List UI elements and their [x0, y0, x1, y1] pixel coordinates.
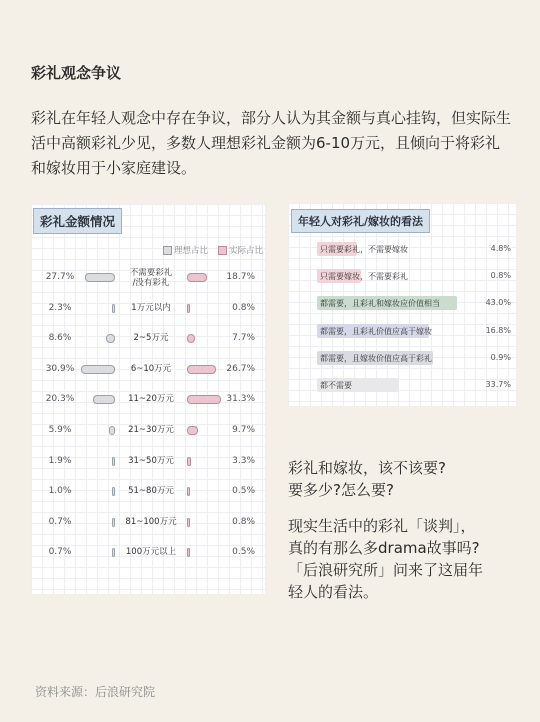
- category-label: 1万元以内: [131, 302, 171, 313]
- actual-bar: [187, 487, 190, 496]
- view-label: 都需要，且彩礼价值应高于嫁妆: [320, 326, 432, 336]
- actual-bar: [187, 426, 198, 435]
- question-line-2: 要多少?怎么要?: [288, 481, 394, 499]
- view-value: 0.8%: [490, 271, 511, 281]
- legend-actual: 实际占比: [218, 244, 263, 256]
- body-line-4: 轻人的看法。: [288, 583, 379, 601]
- ideal-bar: [112, 548, 115, 557]
- view-value: 43.0%: [485, 298, 511, 308]
- actual-value-label: 26.7%: [226, 363, 255, 374]
- amount-chart-title: 彩礼金额情况: [33, 208, 122, 234]
- actual-value-label: 9.7%: [232, 425, 255, 435]
- question-line-1: 彩礼和嫁妆，该不该要?: [288, 459, 446, 477]
- view-row: [312, 296, 512, 310]
- actual-value-label: 0.5%: [232, 486, 255, 497]
- ideal-bar: [93, 395, 115, 404]
- ideal-value-label: 0.7%: [48, 547, 72, 558]
- actual-bar: [187, 304, 190, 313]
- ideal-value-label: 8.6%: [48, 333, 72, 344]
- amount-row: [31, 299, 265, 319]
- amount-row: [31, 482, 265, 502]
- view-row: [312, 242, 512, 256]
- ideal-bar: [81, 365, 115, 374]
- ideal-bar: [109, 426, 115, 435]
- actual-value-label: 7.7%: [232, 333, 255, 344]
- amount-chart-card: [31, 204, 265, 594]
- view-value: 0.9%: [490, 352, 511, 362]
- view-row: [312, 269, 512, 283]
- ideal-value-label: 5.9%: [48, 425, 72, 435]
- section-heading: 彩礼观念争议: [31, 64, 122, 82]
- actual-bar: [187, 334, 195, 343]
- category-label: 11~20万元: [128, 394, 174, 405]
- actual-value-label: 18.7%: [226, 272, 255, 282]
- actual-bar: [187, 365, 216, 374]
- actual-bar: [187, 457, 191, 466]
- ideal-bar: [85, 273, 115, 282]
- actual-bar: [187, 273, 207, 282]
- category-label: 100万元以上: [125, 547, 177, 558]
- views-chart-title: 年轻人对彩礼/嫁妆的看法: [291, 209, 430, 233]
- actual-value-label: 31.3%: [226, 394, 255, 405]
- ideal-value-label: 20.3%: [45, 394, 75, 405]
- category-label: 6~10万元: [130, 363, 172, 374]
- actual-value-label: 0.5%: [232, 547, 255, 558]
- category-label: 2~5万元: [133, 333, 169, 344]
- ideal-bar: [112, 304, 115, 313]
- ideal-bar: [106, 334, 115, 343]
- category-label: 81~100万元: [125, 516, 177, 527]
- amount-row: [31, 390, 265, 410]
- ideal-value-label: 27.7%: [45, 272, 75, 282]
- view-label: 只需要彩礼，不需要嫁妆: [320, 245, 408, 254]
- ideal-value-label: 1.9%: [48, 455, 72, 466]
- body-line-2: 真的有那么多drama故事吗?: [288, 539, 480, 557]
- amount-chart-legend: [163, 244, 263, 256]
- ideal-value-label: 0.7%: [48, 516, 72, 527]
- category-label: 31~50万元: [128, 455, 174, 466]
- ideal-value-label: 2.3%: [48, 302, 72, 313]
- view-label: 都不需要: [320, 381, 352, 390]
- category-label: 51~80万元: [128, 486, 174, 497]
- amount-row: [31, 329, 265, 349]
- category-label: 不需要彩礼 /没有彩礼: [129, 268, 173, 288]
- actual-value-label: 0.8%: [232, 516, 255, 527]
- view-label: 都需要，且嫁妆价值应高于彩礼: [320, 353, 432, 363]
- amount-row: [31, 452, 265, 472]
- body-line-1: 现实生活中的彩礼「谈判」，: [288, 517, 476, 535]
- view-row: [312, 324, 512, 338]
- actual-bar: [187, 395, 221, 404]
- source-note: 资料来源：后浪研究院: [35, 685, 156, 699]
- actual-bar: [187, 548, 190, 557]
- actual-value-label: 3.3%: [232, 455, 255, 466]
- amount-row: [31, 360, 265, 380]
- ideal-value-label: 30.9%: [45, 363, 75, 374]
- ideal-bar: [112, 487, 115, 496]
- ideal-bar: [112, 518, 115, 527]
- actual-value-label: 0.8%: [232, 302, 255, 313]
- view-label: 都需要，且彩礼和嫁妆应价值相当: [320, 299, 440, 309]
- view-value: 4.8%: [490, 244, 511, 253]
- view-value: 16.8%: [485, 325, 511, 335]
- view-value: 33.7%: [485, 380, 511, 389]
- view-row: [312, 378, 512, 392]
- category-label: 21~30万元: [128, 425, 174, 435]
- ideal-value-label: 1.0%: [48, 486, 72, 497]
- view-label: 只需要嫁妆，不需要彩礼: [320, 272, 408, 282]
- legend-ideal: 理想占比: [163, 244, 208, 256]
- amount-row: [31, 268, 265, 288]
- view-row: [312, 351, 512, 365]
- views-chart-card: [288, 203, 516, 406]
- actual-bar: [187, 518, 190, 527]
- ideal-bar: [112, 457, 115, 466]
- amount-row: [31, 543, 265, 563]
- body-line-3: 「后浪研究所」问来了这届年: [288, 561, 484, 579]
- intro-paragraph: 彩礼在年轻人观念中存在争议，部分人认为其金额与真心挂钩，但实际生活中高额彩礼少见，多数人理想彩礼金额为6-10万元，且倾向于将彩礼和嫁妆用于小家庭建设。: [31, 109, 512, 177]
- amount-row: [31, 513, 265, 533]
- amount-row: [31, 421, 265, 441]
